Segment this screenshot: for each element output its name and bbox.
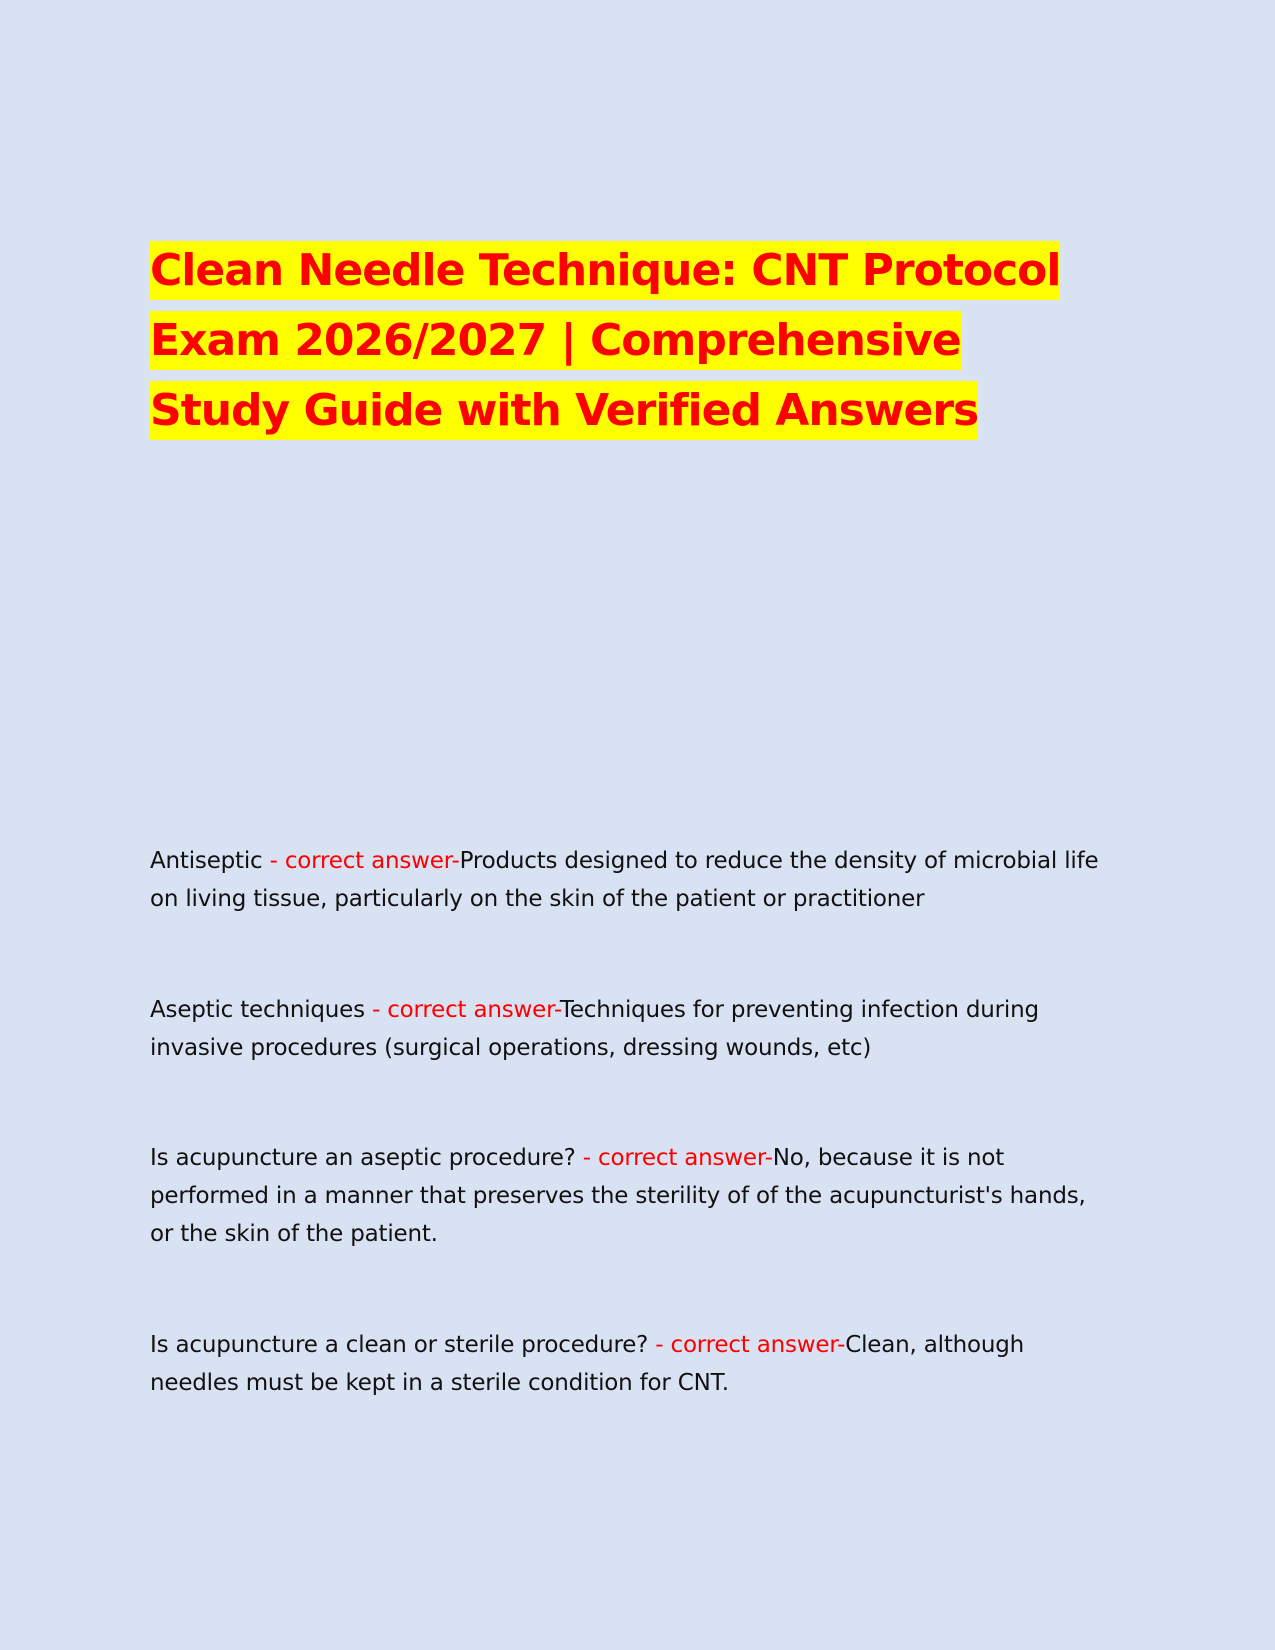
qa-item-aseptic-techniques [150,991,1110,1067]
qa-answer: Techniques for preventing infection during invasive procedures (surgical operations, dressing wounds, etc) [150,997,1039,1061]
qa-item-aseptic-procedure [150,1139,1110,1253]
qa-term: Antiseptic [150,848,263,874]
document-title [150,236,1110,446]
qa-item-antiseptic [150,842,1110,918]
qa-term: Aseptic techniques [150,997,365,1023]
qa-separator: - correct answer- [575,1145,773,1171]
qa-answer: Clean, although needles must be kept in a sterile condition for CNT. [150,1332,1025,1396]
qa-term: Is acupuncture a clean or sterile procedure? [150,1332,649,1358]
qa-term: Is acupuncture an aseptic procedure? [150,1145,576,1171]
qa-item-clean-or-sterile [150,1326,1110,1402]
qa-separator: - correct answer- [262,848,460,874]
qa-separator: - correct answer- [648,1332,846,1358]
document-title-text: Clean Needle Technique: CNT Protocol Exam 2026/2027 | Comprehensive Study Guide with Verified Answers [150,241,1060,440]
qa-separator: - correct answer- [364,997,560,1023]
qa-answer: Products designed to reduce the density of microbial life on living tissue, particularly on the skin of the patient or practitioner [150,848,1099,912]
qa-answer: No, because it is not performed in a manner that preserves the sterility of of the acupuncturist's hands, or the skin of the patient. [150,1145,1086,1247]
